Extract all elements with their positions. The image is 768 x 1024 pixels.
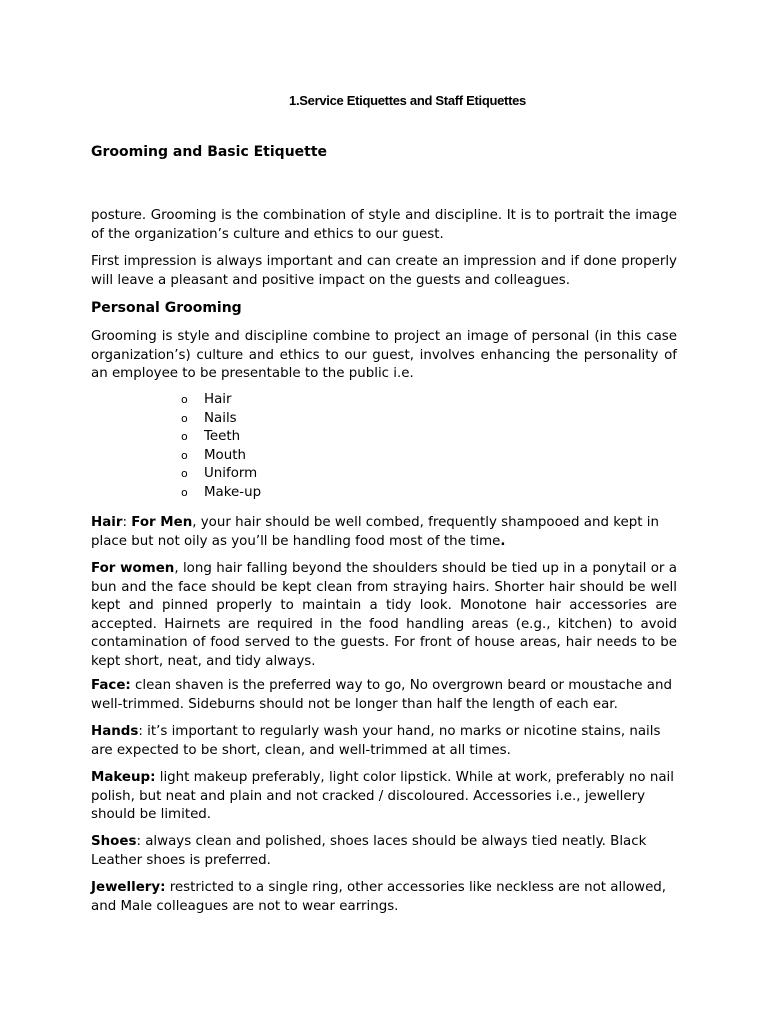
hair-women-text: , long hair falling beyond the shoulders should be tied up in a ponytail or a bun and the face should be kept clean from straying hairs. Shorter hair should be well kept and pinned properly to maintain a tidy look. Monotone hair accessories are accepted. Hairnets are required in the food handling areas (e.g., kitchen) to avoid contamination of food served to the guests. For front of house areas, hair needs to be kept short, neat, and tidy always.	[91, 561, 677, 669]
bullet-mark: o	[181, 448, 188, 462]
hair-separator: :	[122, 515, 132, 530]
bullet-mark: o	[181, 411, 188, 425]
list-item-label: Hair	[204, 392, 232, 407]
hair-men-period: .	[500, 533, 506, 549]
hair-men-text: , your hair should be well combed, frequently shampooed and kept in place but not oily as you’ll be handling food most of the time	[91, 515, 659, 549]
paragraph-grooming-definition: Grooming is style and discipline combine to project an image of personal (in this case organization’s) culture and ethics to our guest, involves enhancing the personality of an employee to be presentable to the public i.e.	[91, 329, 677, 381]
list-item-label: Uniform	[204, 466, 258, 481]
paragraph-first-impression: First impression is always important and can create an impression and if done properly will leave a pleasant and positive impact on the guests and colleagues.	[91, 254, 677, 288]
list-item	[181, 428, 261, 447]
hair-label: Hair	[91, 515, 123, 530]
jewellery-text: restricted to a single ring, other accessories like neckless are not allowed, and Male colleagues are not to wear earrings.	[91, 880, 667, 914]
bullet-mark: o	[181, 467, 188, 480]
list-item-label: Make-up	[204, 484, 262, 500]
paragraph-hands	[91, 723, 677, 760]
paragraph-shoes	[91, 833, 677, 870]
list-item	[181, 465, 261, 484]
paragraph-hair-women	[91, 560, 677, 671]
for-men-label: For Men	[131, 515, 193, 530]
hands-text: : it’s important to regularly wash your hand, no marks or nicotine stains, nails are expected to be short, clean, and well-trimmed at all times.	[91, 724, 661, 758]
jewellery-label: Jewellery:	[91, 880, 166, 895]
section-heading: Grooming and Basic Etiquette	[91, 144, 328, 160]
for-women-label: For women	[91, 561, 175, 576]
list-item	[181, 447, 261, 466]
list-item-label: Mouth	[204, 447, 246, 463]
bullet-mark: o	[181, 393, 188, 406]
document-title: 1.Service Etiquettes and Staff Etiquettes	[289, 93, 526, 108]
makeup-label: Makeup:	[91, 770, 156, 785]
list-item-label: Nails	[204, 410, 237, 426]
list-item-label: Teeth	[204, 429, 241, 444]
face-text: clean shaven is the preferred way to go, No overgrown beard or moustache and well-trimmed. Sideburns should not be longer than half the length of each ear.	[91, 678, 672, 712]
bullet-mark: o	[181, 485, 188, 499]
grooming-areas-list	[181, 391, 261, 502]
list-item	[181, 391, 261, 410]
paragraph-face	[91, 677, 677, 714]
shoes-text: : always clean and polished, shoes laces should be always tied neatly. Black Leather shoes is preferred.	[91, 834, 647, 868]
paragraph-hair-men	[91, 514, 677, 551]
paragraph-posture: posture. Grooming is the combination of style and discipline. It is to portrait the image of the organization’s culture and ethics to our guest.	[91, 208, 677, 242]
list-item	[181, 484, 261, 503]
list-item	[181, 410, 261, 429]
hands-label: Hands	[91, 724, 139, 739]
shoes-label: Shoes	[91, 834, 137, 849]
bullet-mark: o	[181, 430, 188, 443]
makeup-text: light makeup preferably, light color lipstick. While at work, preferably no nail polish, but neat and plain and not cracked / discoloured. Accessories i.e., jewellery should be limited.	[91, 770, 674, 822]
face-label: Face:	[91, 678, 131, 693]
personal-grooming-heading: Personal Grooming	[91, 300, 242, 316]
paragraph-jewellery	[91, 879, 677, 916]
paragraph-makeup	[91, 769, 677, 825]
